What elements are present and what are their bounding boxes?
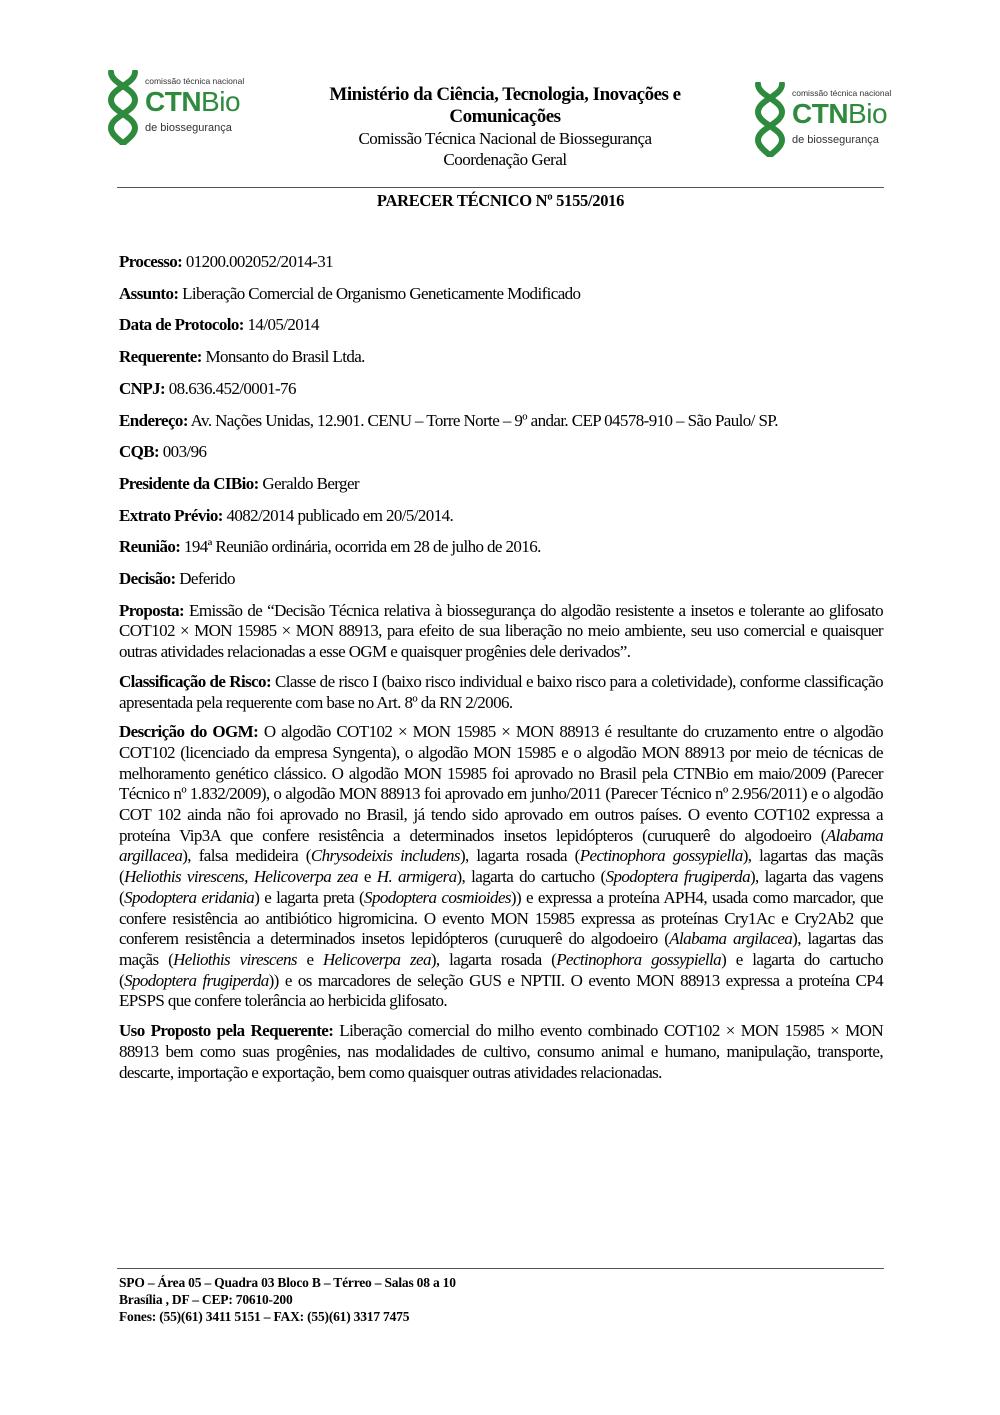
ctnbio-logo-left bbox=[105, 70, 245, 145]
text-run: )) e os marcadores de seleção GUS e NPTII. O evento MON 88913 expressa a proteína CP4 EPSPS que confere tolerância ao herbicida glifosato. bbox=[119, 970, 883, 1011]
field-requerente bbox=[119, 347, 883, 368]
text-run: ), lagarta rosada ( bbox=[430, 949, 557, 969]
coordination-name: Coordenação Geral bbox=[443, 150, 567, 169]
species-name: Pectinophora gossypiella bbox=[556, 949, 722, 969]
species-name: Spodoptera eridania bbox=[124, 887, 255, 907]
text-run: ) e lagarta preta ( bbox=[254, 887, 365, 907]
footer-address bbox=[119, 1274, 456, 1325]
document-title: PARECER TÉCNICO Nº 5155/2016 bbox=[376, 191, 625, 210]
ministry-name-line1: Ministério da Ciência, Tecnologia, Inovações e bbox=[329, 84, 681, 105]
field-label: Assunto: bbox=[119, 283, 179, 303]
field-label: Data de Protocolo: bbox=[119, 315, 244, 335]
footer-city-line: Brasília , DF – CEP: 70610-200 bbox=[119, 1292, 293, 1307]
species-name: Spodoptera frugiperda bbox=[124, 970, 269, 990]
text-run: ), lagarta do cartucho ( bbox=[456, 867, 606, 887]
species-name: H. armigera bbox=[376, 867, 457, 887]
field-uso-proposto bbox=[119, 1021, 883, 1083]
field-label: Requerente: bbox=[119, 347, 202, 367]
dna-helix-icon bbox=[105, 70, 141, 145]
field-decisao bbox=[119, 569, 883, 590]
field-label: Processo: bbox=[119, 252, 183, 271]
logo-brand-bio: Bio bbox=[201, 86, 241, 117]
field-value: 194ª Reunião ordinária, ocorrida em 28 de julho de 2016. bbox=[183, 537, 541, 557]
dna-helix-icon bbox=[752, 82, 788, 157]
field-assunto bbox=[119, 284, 883, 305]
field-value: Monsanto do Brasil Ltda. bbox=[205, 347, 365, 367]
species-name: Pectinophora gossypiella bbox=[579, 846, 743, 866]
field-presidente-cibio bbox=[119, 474, 883, 495]
species-name: Helicoverpa zea bbox=[253, 867, 358, 887]
field-label: CNPJ: bbox=[119, 378, 166, 398]
field-label: Classificação de Risco: bbox=[119, 671, 272, 691]
species-name: Chrysodeixis includens bbox=[310, 846, 460, 866]
logo-caption-bottom: de biossegurança bbox=[792, 134, 879, 146]
text-run: , bbox=[244, 867, 254, 887]
field-label: Extrato Prévio: bbox=[119, 505, 223, 525]
field-label: CQB: bbox=[119, 442, 160, 462]
field-value: Av. Nações Unidas, 12.901. CENU – Torre Norte – 9º andar. CEP 04578-910 – São Paulo/ SP. bbox=[190, 410, 778, 430]
logo-caption-top: comissão técnica nacional bbox=[145, 76, 245, 86]
commission-name: Comissão Técnica Nacional de Biossegurança bbox=[358, 129, 652, 148]
field-classificacao-risco bbox=[119, 672, 883, 713]
field-value: 01200.002052/2014-31 bbox=[185, 252, 334, 271]
text-run: O algodão COT102 × MON 15985 × MON 88913 é resultante do cruzamento entre o algodão COT102 (licenciado da empresa Syngenta), o algodão MON 15985 e o algodão MON 88913 por meio de técnicas de melhoramento genético clássico. O algodão MON 15985 foi aprovado no Brasil pela CTNBio em maio/2009 (Parecer Técnico nº 1.832/2009), o algodão MON 88913 foi aprovado em junho/2011 (Parecer Técnico nº 2.956/2011) e o algodão COT 102 ainda não foi aprovado no Brasil, já tendo sido aprovado em outros países. O evento COT102 expressa a proteína Vip3A que confere resistência a determinados insetos lepidópteros (curuquerê do algodoeiro ( bbox=[119, 722, 884, 845]
document-body bbox=[119, 252, 883, 1092]
text-run: ) e lagarta do cartucho ( bbox=[119, 949, 883, 990]
text-run: ), lagartas das maçãs ( bbox=[119, 929, 883, 969]
field-label: Descrição do OGM: bbox=[119, 722, 259, 742]
species-name: Alabama argillacea bbox=[119, 825, 883, 866]
text-run: )) e expressa a proteína APH4, usada como marcador, que confere resistência ao antibiótico higromicina. O evento MON 15985 expressa as proteínas Cry1Ac e Cry2Ab2 que conferem resistência a determinados insetos lepidópteros (curuquerê do algodoeiro ( bbox=[119, 887, 884, 949]
text-run: e bbox=[296, 949, 323, 969]
header-divider bbox=[117, 187, 884, 188]
field-value: Liberação comercial do milho evento combinado COT102 × MON 15985 × MON 88913 bem como suas progênies, nas modalidades de cultivo, consumo animal e humano, manipulação, transporte, descarte, importação e exportação, bem como quaisquer outras atividades relacionadas. bbox=[119, 1021, 883, 1082]
field-proposta bbox=[119, 601, 883, 663]
field-value: 08.636.452/0001-76 bbox=[168, 378, 296, 398]
field-descricao-ogm bbox=[119, 722, 883, 1012]
logo-caption-bottom: de biossegurança bbox=[145, 122, 232, 134]
field-label: Uso Proposto pela Requerente: bbox=[119, 1021, 334, 1041]
field-data-protocolo bbox=[119, 315, 883, 336]
species-name: Heliothis virescens bbox=[173, 949, 297, 969]
species-name: Spodoptera frugiperda bbox=[605, 867, 750, 887]
logo-brand-ctn: CTN bbox=[792, 98, 849, 129]
logo-brand bbox=[792, 98, 887, 130]
field-value: Emissão de “Decisão Técnica relativa à biossegurança do algodão resistente a insetos e tolerante ao glifosato COT102 × MON 15985 × MON 88913, para efeito de sua liberação no meio ambiente, seu uso comercial e quaisquer outras atividades relacionadas a esse OGM e quaisquer progênies dele derivados”. bbox=[119, 600, 883, 662]
logo-brand bbox=[145, 86, 240, 118]
text-run: e bbox=[357, 867, 377, 887]
ctnbio-logo-right bbox=[752, 82, 892, 157]
field-value: Liberação Comercial de Organismo Geneticamente Modificado bbox=[182, 283, 581, 303]
species-name: Heliothis virescens bbox=[124, 867, 245, 887]
field-label: Decisão: bbox=[119, 569, 176, 589]
logo-brand-ctn: CTN bbox=[145, 86, 202, 117]
field-processo bbox=[119, 252, 883, 273]
field-value: 4082/2014 publicado em 20/5/2014. bbox=[226, 505, 454, 525]
field-value: Classe de risco I (baixo risco individual e baixo risco para a coletividade), conforme classificação apresentada pela requerente com base no Art. 8º da RN 2/2006. bbox=[119, 671, 884, 712]
logo-brand-bio: Bio bbox=[848, 98, 888, 129]
field-label: Endereço: bbox=[119, 410, 188, 430]
field-value: Geraldo Berger bbox=[262, 473, 359, 493]
logo-caption-top: comissão técnica nacional bbox=[792, 88, 892, 98]
field-cnpj bbox=[119, 379, 883, 400]
footer-divider bbox=[117, 1268, 884, 1269]
field-reuniao bbox=[119, 537, 883, 558]
footer-address-line: SPO – Área 05 – Quadra 03 Bloco B – Térreo – Salas 08 a 10 bbox=[119, 1275, 456, 1290]
text-run: ), lagartas das maçãs ( bbox=[119, 846, 883, 887]
text-run: ), falsa medideira ( bbox=[182, 846, 311, 866]
species-name: Spodoptera cosmioides bbox=[364, 887, 511, 907]
field-label: Reunião: bbox=[119, 537, 181, 557]
field-value: 14/05/2014 bbox=[247, 315, 319, 335]
field-value: Deferido bbox=[179, 569, 235, 589]
species-name: Alabama argilacea bbox=[669, 929, 793, 949]
field-value: 003/96 bbox=[162, 442, 207, 462]
footer-phone-line: Fones: (55)(61) 3411 5151 – FAX: (55)(61) 3317 7475 bbox=[119, 1309, 410, 1324]
header-titles bbox=[280, 84, 730, 170]
field-cqb bbox=[119, 442, 883, 463]
text-run: ), lagarta das vagens ( bbox=[119, 867, 883, 907]
field-extrato-previo bbox=[119, 506, 883, 527]
field-label: Presidente da CIBio: bbox=[119, 473, 259, 493]
field-label: Proposta: bbox=[119, 600, 185, 620]
ministry-name-line2: Comunicações bbox=[449, 106, 561, 127]
species-name: Helicoverpa zea bbox=[323, 949, 431, 969]
text-run: ), lagarta rosada ( bbox=[459, 846, 580, 866]
field-endereco bbox=[119, 411, 883, 432]
